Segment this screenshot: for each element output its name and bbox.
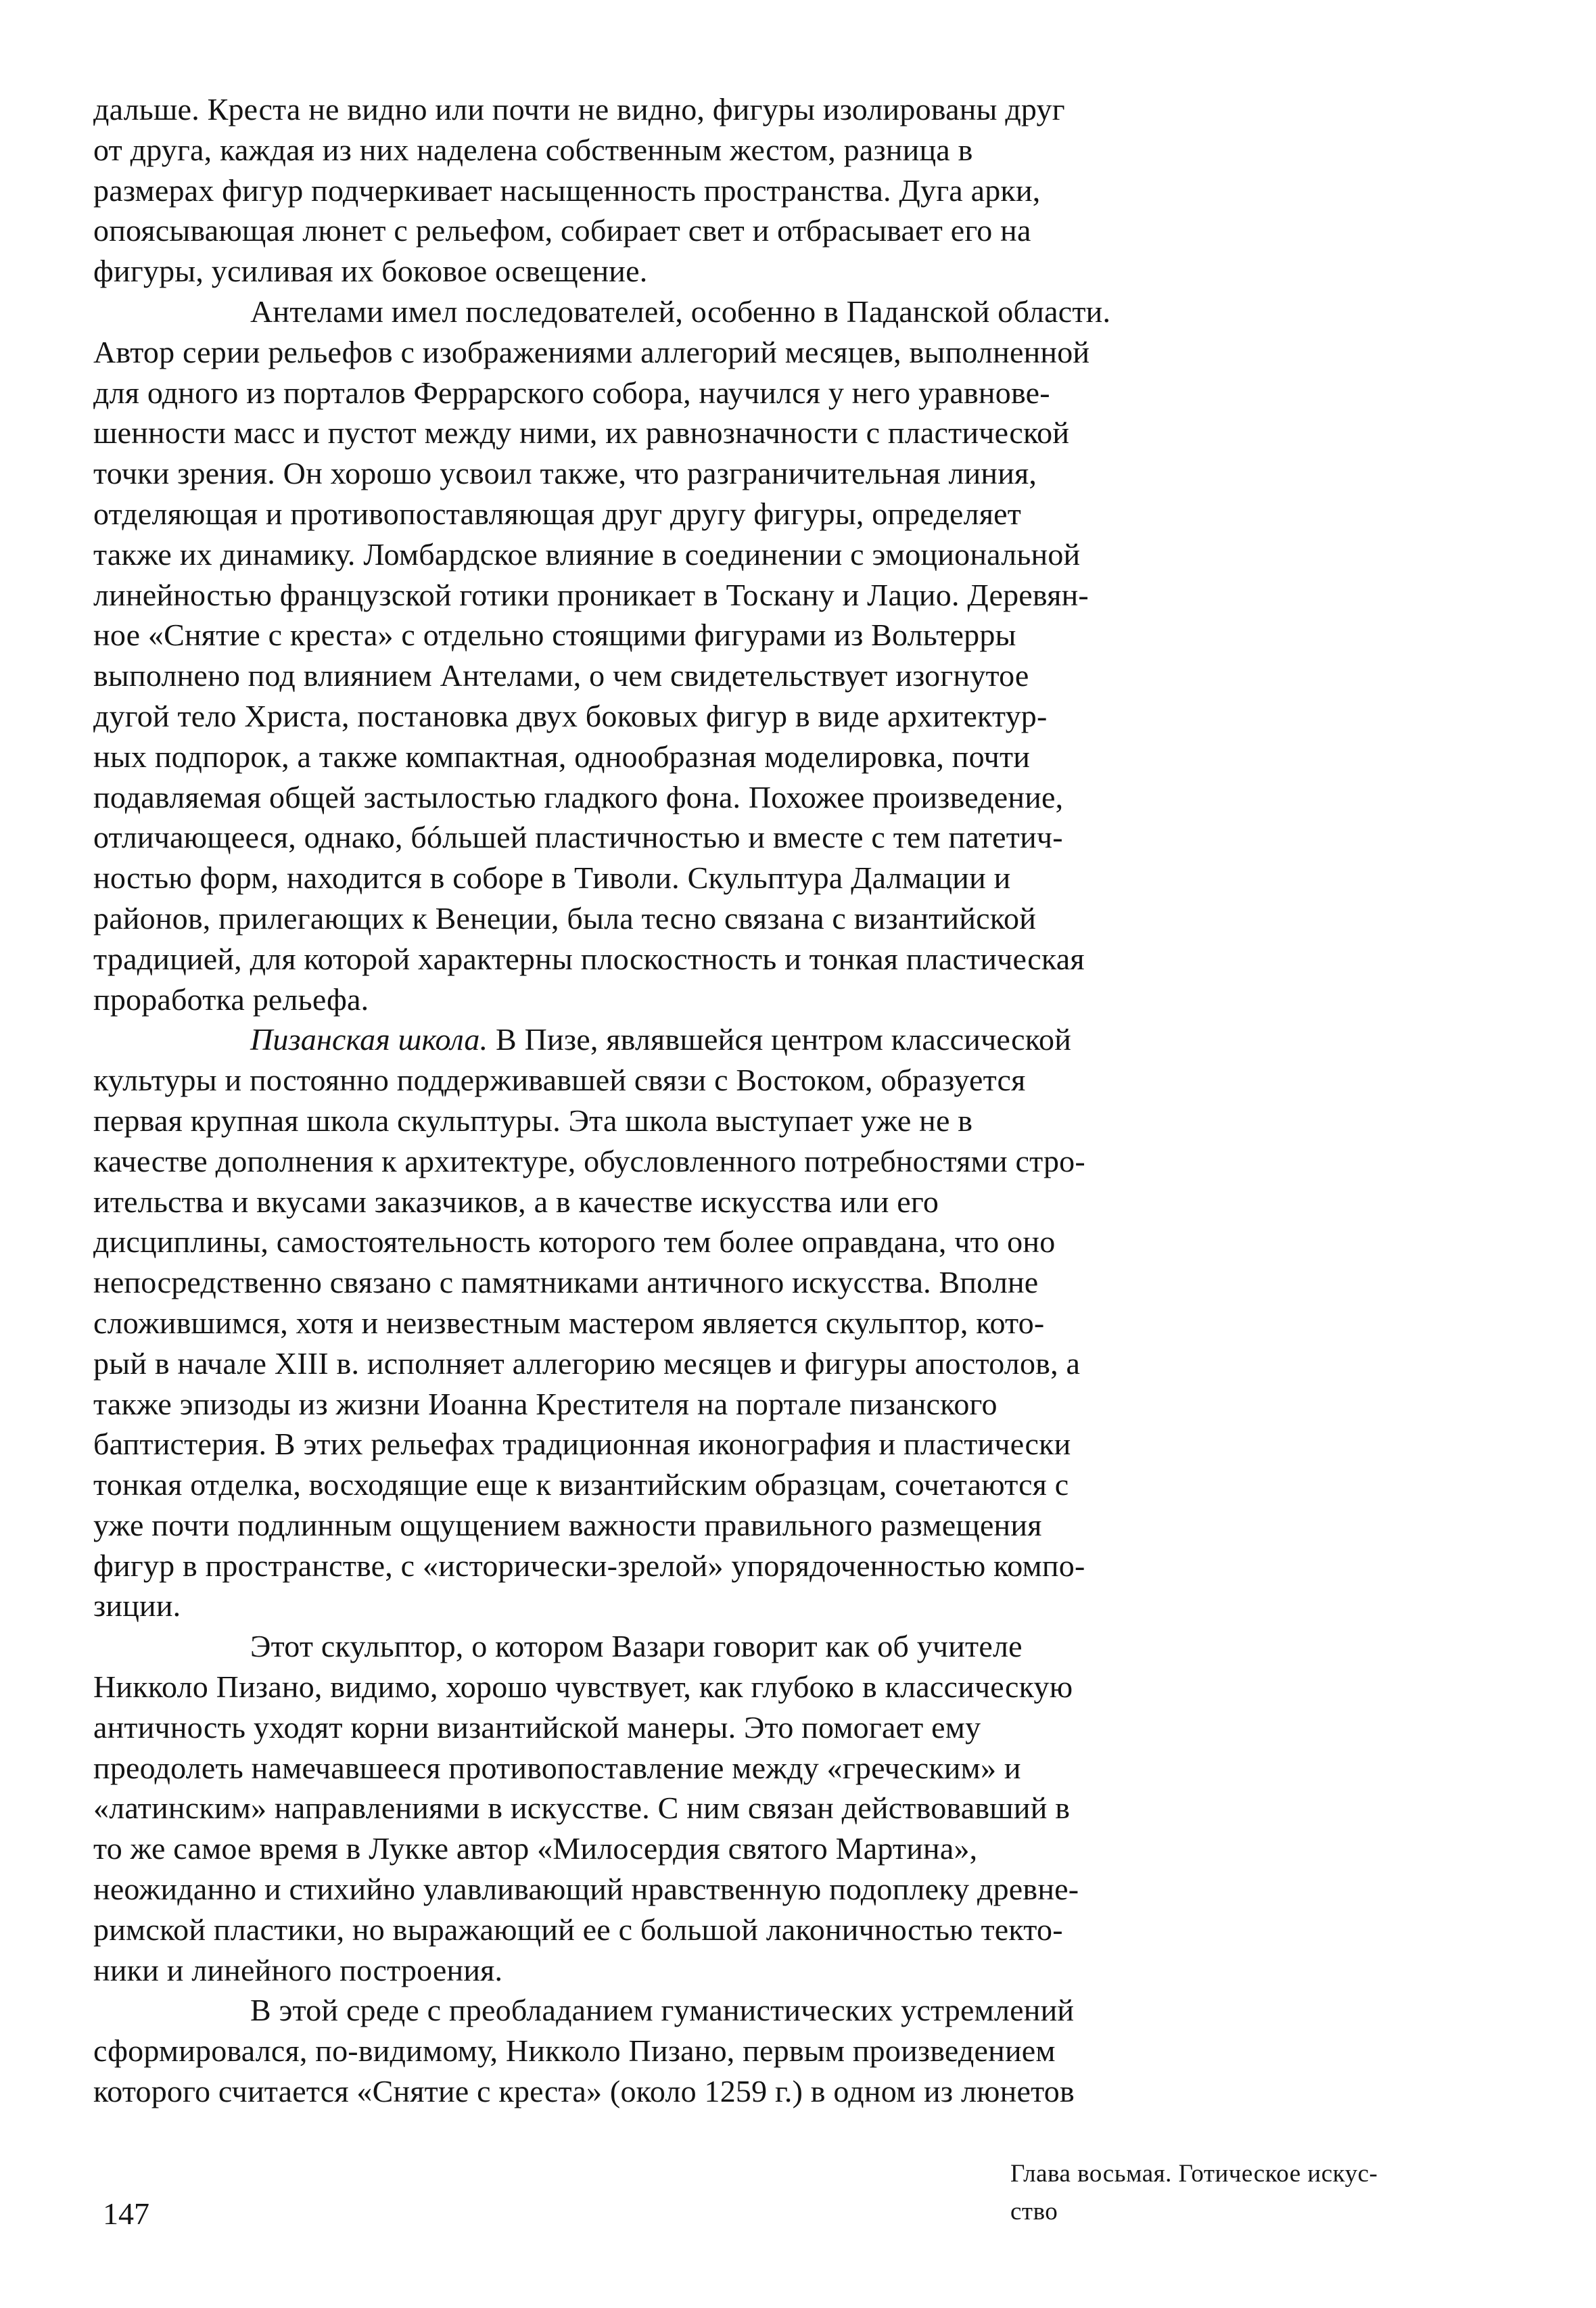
text-line: отделяющая и противопоставляющая друг другу фигуры, определяет: [93, 496, 1022, 531]
text-line: подавляемая общей застылостью гладкого фона. Похожее произведение,: [93, 779, 1064, 814]
text-line: «латинским» направлениями в искусстве. С ним связан действовавший в: [93, 1791, 1071, 1826]
text-line: выполнено под влиянием Антелами, о чем свидетельствует изогнутое: [93, 658, 1029, 693]
text-line: от друга, каждая из них наделена собственным жестом, разница в: [93, 132, 973, 167]
text-line: ных подпорок, а также компактная, однообразная моделировка, почти: [93, 739, 1031, 774]
text-line: дальше. Креста не видно или почти не видно, фигуры изолированы друг: [93, 92, 1065, 126]
text-line: античность уходят корни византийской манеры. Это помогает ему: [93, 1709, 981, 1745]
text-line: неожиданно и стихийно улавливающий нравственную подоплеку древне-: [93, 1872, 1079, 1907]
text-line: культуры и постоянно поддерживавшей связи с Востоком, образуется: [93, 1063, 1026, 1098]
text-line: непосредственно связано с памятниками античного искусства. Вполне: [93, 1265, 1039, 1300]
paragraph-first-line: Этот скульптор, о котором Вазари говорит как об учителе: [250, 1629, 1023, 1664]
text-line: которого считается «Снятие с креста» (около 1259 г.) в одном из люнетов: [93, 2074, 1075, 2109]
text-line: размерах фигур подчеркивает насыщенность пространства. Дуга арки,: [93, 172, 1041, 208]
text-line: сформировался, по-видимому, Никколо Пизано, первым произведением: [93, 2033, 1056, 2069]
paragraph-first-line: [93, 1019, 1419, 1060]
text-line: ное «Снятие с креста» с отдельно стоящими фигурами из Вольтерры: [93, 618, 1016, 653]
text-line: баптистерия. В этих рельефах традиционная иконография и пластически: [93, 1427, 1071, 1462]
text-line: фигур в пространстве, с «исторически-зрелой» упорядоченностью компо-: [93, 1548, 1085, 1583]
text-line: опоясывающая люнет с рельефом, собирает свет и отбрасывает его на: [93, 213, 1031, 248]
text-line: также их динамику. Ломбардское влияние в соединении с эмоциональной: [93, 536, 1081, 572]
text-line: то же самое время в Лукке автор «Милосердия святого Мартина»,: [93, 1831, 978, 1866]
text-line: сложившимся, хотя и неизвестным мастером является скульптор, кото-: [93, 1305, 1045, 1340]
page-body-text: [93, 89, 1419, 2112]
text-line: Никколо Пизано, видимо, хорошо чувствует, как глубоко в классическую: [93, 1669, 1073, 1705]
text-line: районов, прилегающих к Венеции, была тесно связана с византийской: [93, 900, 1037, 936]
text-line: уже почти подлинным ощущением важности правильного размещения: [93, 1507, 1042, 1542]
text-line: фигуры, усиливая их боковое освещение.: [93, 254, 648, 289]
text-line: традицией, для которой характерны плоскостность и тонкая пластическая: [93, 941, 1085, 976]
text-line: ностью форм, находится в соборе в Тиволи. Скульптура Далмации и: [93, 860, 1011, 896]
page-number: 147: [103, 2196, 149, 2231]
text-line: ники и линейного построения.: [93, 1952, 503, 1987]
text-line: римской пластики, но выражающий ее с большой лаконичностью текто-: [93, 1912, 1063, 1947]
text-line: преодолеть намечавшееся противопоставление между «греческим» и: [93, 1750, 1021, 1785]
text-line: первая крупная школа скульптуры. Эта школа выступает уже не в: [93, 1103, 973, 1138]
running-title-line: Глава восьмая. Готическое искус-: [1010, 2160, 1378, 2188]
text-line: качестве дополнения к архитектуре, обусловленного потребностями стро-: [93, 1143, 1085, 1178]
text-line: шенности масс и пустот между ними, их равнозначности с пластической: [93, 415, 1070, 451]
paragraph-first-line: В этой среде с преобладанием гуманистических устремлений: [250, 1993, 1075, 2028]
text-line: точки зрения. Он хорошо усвоил также, что разграничительная линия,: [93, 456, 1037, 491]
text-run: В Пизе, являвшейся центром классической: [488, 1022, 1072, 1057]
text-line: отличающееся, однако, бóльшей пластичностью и вместе с тем патетич-: [93, 820, 1063, 855]
running-title-line: ство: [1010, 2198, 1058, 2225]
text-line: Автор серии рельефов с изображениями аллегорий месяцев, выполненной: [93, 334, 1090, 369]
text-line: тонкая отделка, восходящие еще к византийским образцам, сочетаются с: [93, 1467, 1069, 1502]
running-footer: [1010, 2155, 1524, 2231]
text-line: для одного из порталов Феррарского собора, научился у него уравнове-: [93, 375, 1050, 410]
text-line: проработка рельефа.: [93, 982, 369, 1017]
text-line: дугой тело Христа, постановка двух боковых фигур в виде архитектур-: [93, 698, 1048, 733]
paragraph-first-line: Антелами имел последователей, особенно в Паданской области.: [250, 294, 1111, 329]
text-line: также эпизоды из жизни Иоанна Крестителя на портале пизанского: [93, 1386, 998, 1421]
section-run-in-heading: Пизанская школа.: [250, 1022, 488, 1057]
text-line: линейностью французской готики проникает в Тоскану и Лацио. Деревян-: [93, 577, 1089, 612]
text-line: зиции.: [93, 1588, 181, 1623]
text-line: дисциплины, самостоятельность которого тем более оправдана, что оно: [93, 1224, 1056, 1260]
text-line: рый в начале XIII в. исполняет аллегорию месяцев и фигуры апостолов, а: [93, 1345, 1081, 1381]
text-line: ительства и вкусами заказчиков, а в качестве искусства или его: [93, 1184, 939, 1219]
